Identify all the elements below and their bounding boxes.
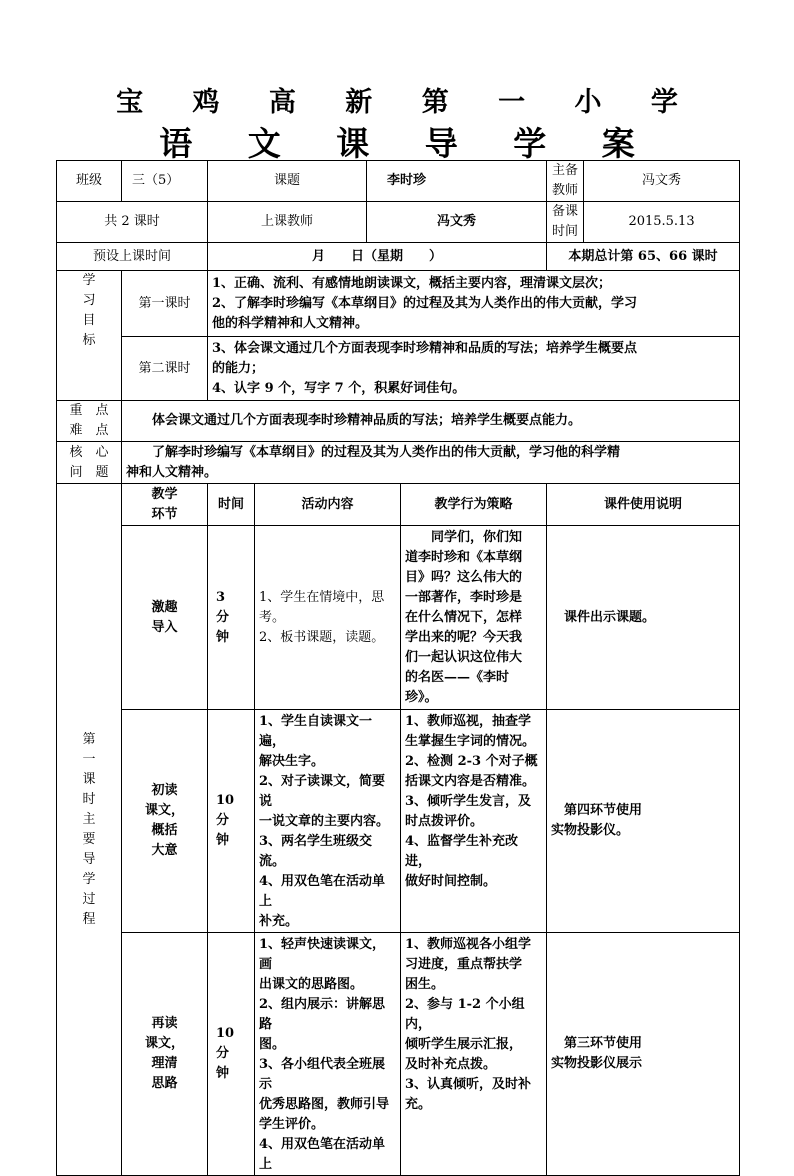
topic-value: 李时珍	[367, 161, 547, 202]
time-cell: 3 分 钟	[208, 526, 255, 710]
courseware-cell: 第四环节使用 实物投影仪。	[547, 710, 740, 933]
key-points-label: 重 点 难 点	[57, 401, 122, 442]
school-name: 宝 鸡 高 新 第 一 小 学	[116, 87, 698, 118]
time-cell: 10 分 钟	[208, 710, 255, 933]
topic-label: 课题	[208, 161, 367, 202]
second-period-label: 第二课时	[122, 337, 208, 401]
courseware-cell: 第三环节使用 实物投影仪展示	[547, 933, 740, 1176]
header-activity: 活动内容	[255, 484, 401, 526]
core-question-label: 核 心 问 题	[57, 442, 122, 484]
core-question-text: 了解李时珍编写《本草纲目》的过程及其为人类作出的伟大贡献，学习他的科学精 神和人文精神。	[122, 442, 740, 484]
core-question-row	[57, 442, 740, 484]
goals-row-second	[57, 337, 740, 401]
goals-label: 学 习 目 标	[57, 271, 122, 401]
goals-row-first	[57, 271, 740, 337]
strategy-cell: 1、教师巡视各小组学 习进度，重点帮扶学 困生。 2、参与 1-2 个小组内， 倾听学生展示汇报， 及时补充点拨。 3、认真倾听，及时补 充。	[401, 933, 547, 1176]
info-row-2	[57, 202, 740, 243]
header-time: 时间	[208, 484, 255, 526]
lead-teacher-value: 冯文秀	[584, 161, 740, 202]
header-stage: 教学 环节	[122, 484, 208, 526]
key-points-row	[57, 401, 740, 442]
stage-cell: 初读 课文， 概括 大意	[122, 710, 208, 933]
lesson-plan-table	[56, 160, 740, 1176]
info-row-3	[57, 243, 740, 271]
class-label: 班级	[57, 161, 122, 202]
stage-cell: 再读 课文， 理清 思路	[122, 933, 208, 1176]
time-cell: 10 分 钟	[208, 933, 255, 1176]
document-title: 语 文 课 导 学 案	[159, 124, 657, 163]
plan-time-value: 月 日（星期 ）	[208, 243, 547, 271]
process-row-intro	[57, 526, 740, 710]
first-period-goals: 1、正确、流利、有感情地朗读课文，概括主要内容，理清课文层次； 2、了解李时珍编写《本草纲目》的过程及其为人类作出的伟大贡献，学习 他的科学精神和人文精神。	[208, 271, 740, 337]
class-value: 三（5）	[122, 161, 208, 202]
prep-time-value: 2015.5.13	[584, 202, 740, 243]
info-row-1	[57, 161, 740, 202]
activity-cell: 1、轻声快速读课文，画 出课文的思路图。 2、组内展示：讲解思路 图。 3、各小组代表全班展示 优秀思路图，教师引导 学生评价。 4、用双色笔在活动单上	[255, 933, 401, 1176]
header-strategy: 教学行为策略	[401, 484, 547, 526]
courseware-cell: 课件出示课题。	[547, 526, 740, 710]
activity-cell: 1、学生自读课文一遍， 解决生字。 2、对子读课文，简要说 一说文章的主要内容。 3、两名学生班级交流。 4、用双色笔在活动单上 补充。	[255, 710, 401, 933]
lead-teacher-label: 主备教师	[547, 161, 584, 202]
prep-time-label: 备课时间	[547, 202, 584, 243]
strategy-cell: 1、教师巡视，抽查学 生掌握生字词的情况。 2、检测 2-3 个对子概 括课文内容是否精准。 3、倾听学生发言，及 时点拨评价。 4、监督学生补充改进， 做好时间控制。	[401, 710, 547, 933]
first-period-label: 第一课时	[122, 271, 208, 337]
strategy-cell: 同学们，你们知 道李时珍和《本草纲 目》吗？这么伟大的 一部著作，李时珍是 在什么情况下，怎样 学出来的呢？今天我 们一起认识这位伟大 的名医——《李时 珍》。	[401, 526, 547, 710]
second-period-goals: 3、体会课文通过几个方面表现李时珍精神和品质的写法；培养学生概要点 的能力； 4、认字 9 个，写字 7 个，积累好词佳句。	[208, 337, 740, 401]
process-header-row	[57, 484, 740, 526]
activity-cell: 1、学生在情境中，思考。 2、板书课题，读题。	[255, 526, 401, 710]
total-periods: 本期总计第 65、66 课时	[547, 243, 740, 271]
stage-cell: 激趣 导入	[122, 526, 208, 710]
header-courseware: 课件使用说明	[547, 484, 740, 526]
teacher-value: 冯文秀	[367, 202, 547, 243]
process-row-second-read	[57, 933, 740, 1176]
process-side-label: 第 一 课 时 主 要 导 学 过 程	[57, 484, 122, 1176]
process-row-first-read	[57, 710, 740, 933]
plan-time-label: 预设上课时间	[57, 243, 208, 271]
periods-count: 共 2 课时	[57, 202, 208, 243]
teacher-label: 上课教师	[208, 202, 367, 243]
key-points-text: 体会课文通过几个方面表现李时珍精神品质的写法；培养学生概要点能力。	[122, 401, 740, 442]
